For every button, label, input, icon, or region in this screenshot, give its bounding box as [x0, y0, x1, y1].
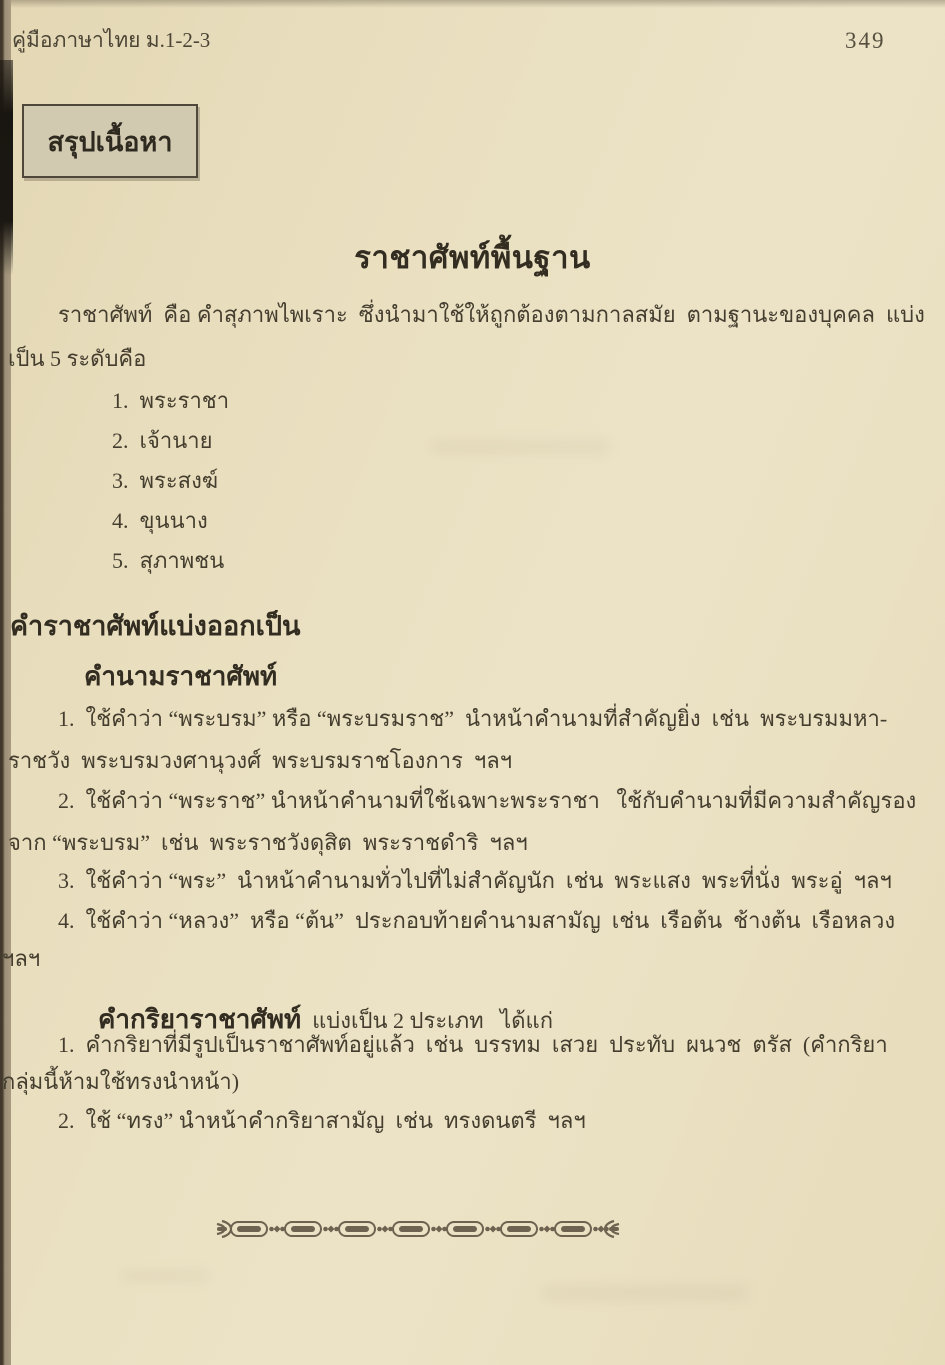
noun-item-2-line-2: จาก “พระบรม” เช่น พระราชวังดุสิต พระราชดำริ ฯลฯ	[8, 830, 528, 855]
verb-heading-rest: แบ่งเป็น 2 ประเภท ได้แก่	[301, 1008, 554, 1033]
list-item-level-1: 1. พระราชา	[112, 388, 230, 413]
noun-item-3-line-1: 3. ใช้คำว่า “พระ” นำหน้าคำนามทั่วไปที่ไม่สำคัญนัก เช่น พระแสง พระที่นั่ง พระอู่ ฯลฯ	[58, 868, 892, 893]
bleed-through-smudge	[540, 1285, 750, 1301]
intro-line-2: เป็น 5 ระดับคือ	[8, 346, 147, 371]
bleed-through-smudge	[120, 1270, 210, 1282]
intro-line-1: ราชาศัพท์ คือ คำสุภาพไพเราะ ซึ่งนำมาใช้ให้ถูกต้องตามกาลสมัย ตามฐานะของบุคคล แบ่ง	[58, 302, 925, 327]
verb-item-1-line-2: กลุ่มนี้ห้ามใช้ทรงนำหน้า)	[2, 1069, 240, 1094]
list-item-level-4: 4. ขุนนาง	[112, 508, 208, 533]
verb-item-1-line-1: 1. คำกริยาที่มีรูปเป็นราชาศัพท์อยู่แล้ว เช่น บรรทม เสวย ประทับ ผนวช ตรัส (คำกริยา	[58, 1032, 888, 1057]
noun-item-2-line-1: 2. ใช้คำว่า “พระราช” นำหน้าคำนามที่ใช้เฉพาะพระราชา ใช้กับคำนามที่มีความสำคัญรอง	[58, 788, 917, 813]
noun-item-1-line-2: ราชวัง พระบรมวงศานุวงศ์ พระบรมราชโองการ ฯลฯ	[8, 748, 513, 773]
noun-item-4-line-1: 4. ใช้คำว่า “หลวง” หรือ “ต้น” ประกอบท้ายคำนามสามัญ เช่น เรือต้น ช้างต้น เรือหลวง	[58, 908, 896, 933]
noun-item-1-line-1: 1. ใช้คำว่า “พระบรม” หรือ “พระบรมราช” นำหน้าคำนามที่สำคัญยิ่ง เช่น พระบรมมหา-	[58, 706, 888, 731]
verb-heading-bold: คำกริยาราชาศัพท์	[98, 1005, 302, 1034]
verb-item-2-line-1: 2. ใช้ “ทรง” นำหน้าคำกริยาสามัญ เช่น ทรงดนตรี ฯลฯ	[58, 1108, 586, 1133]
list-item-level-5: 5. สุภาพชน	[112, 548, 225, 573]
list-item-level-2: 2. เจ้านาย	[112, 428, 213, 453]
noun-item-4-line-2: ฯลฯ	[2, 946, 41, 971]
page-number: 349	[845, 28, 886, 53]
noun-subheading: คำนามราชาศัพท์	[84, 662, 278, 691]
top-edge-shadow	[0, 0, 945, 8]
page-title: ราชาศัพท์พื้นฐาน	[354, 240, 591, 275]
list-item-level-3: 3. พระสงฆ์	[112, 468, 219, 493]
summary-box	[22, 104, 198, 178]
running-head-title: คู่มือภาษาไทย ม.1-2-3	[12, 28, 211, 52]
bleed-through-smudge	[430, 440, 610, 454]
chain-divider-ornament	[215, 1216, 621, 1242]
section-heading: คำราชาศัพท์แบ่งออกเป็น	[10, 611, 301, 641]
summary-box-label: สรุปเนื้อหา	[47, 126, 173, 157]
